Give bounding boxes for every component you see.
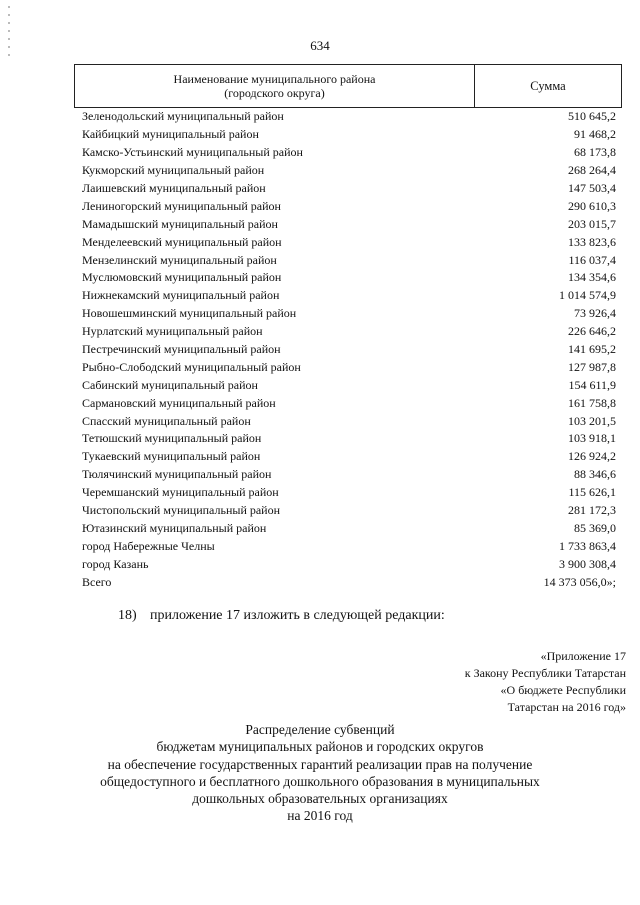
row-sum: 103 918,1	[568, 431, 616, 446]
row-sum: 154 611,9	[568, 377, 616, 392]
appendix-line: «О бюджете Республики	[500, 683, 626, 697]
table-row	[74, 287, 622, 305]
row-sum: 14 373 056,0»;	[543, 574, 616, 589]
table-row	[74, 162, 622, 180]
row-name: Ютазинский муниципальный район	[82, 520, 267, 535]
row-name: Нурлатский муниципальный район	[82, 324, 263, 339]
table-row	[74, 233, 622, 251]
table-row	[74, 466, 622, 484]
header-name-column: Наименование муниципального района (городского округа)	[75, 65, 475, 107]
item-18-paragraph	[118, 608, 445, 624]
table-row	[74, 251, 622, 269]
row-sum: 290 610,3	[568, 198, 616, 213]
table-row	[74, 144, 622, 162]
row-sum: 226 646,2	[568, 324, 616, 339]
row-name: Чистопольский муниципальный район	[82, 503, 281, 518]
row-name: Спасский муниципальный район	[82, 413, 251, 428]
row-name: Зеленодольский муниципальный район	[82, 109, 284, 124]
row-name: Муслюмовский муниципальный район	[82, 270, 282, 285]
table-header	[74, 64, 622, 108]
table-row	[74, 341, 622, 359]
row-name: город Казань	[82, 556, 149, 571]
row-sum: 3 900 308,4	[559, 556, 616, 571]
table-row	[74, 305, 622, 323]
heading-line: бюджетам муниципальных районов и городских округов	[156, 739, 484, 755]
table-row	[74, 555, 622, 573]
row-sum: 134 354,6	[568, 270, 616, 285]
row-name: Пестречинский муниципальный район	[82, 342, 281, 357]
row-sum: 115 626,1	[568, 485, 616, 500]
row-sum: 88 346,6	[574, 467, 616, 482]
row-name: Кайбицкий муниципальный район	[82, 127, 259, 142]
row-name: Новошешминский муниципальный район	[82, 306, 297, 321]
row-sum: 147 503,4	[568, 181, 616, 195]
table-row	[74, 358, 622, 376]
row-sum: 91 468,2	[574, 127, 616, 142]
row-name: Рыбно-Слободский муниципальный район	[82, 359, 301, 374]
table-row	[74, 412, 622, 430]
table-row	[74, 448, 622, 466]
row-sum: 1 733 863,4	[559, 538, 616, 553]
table-row	[74, 215, 622, 233]
row-name: Тетюшский муниципальный район	[82, 431, 262, 446]
appendix-line: Татарстан на 2016 год»	[507, 700, 626, 714]
table-row	[74, 573, 622, 591]
table-row	[74, 108, 622, 126]
row-sum: 268 264,4	[568, 163, 616, 178]
appendix-reference	[465, 648, 626, 716]
page-number: 634	[310, 38, 330, 53]
row-sum: 68 173,8	[574, 145, 616, 160]
row-name: Менделеевский муниципальный район	[82, 234, 282, 249]
header-sum-column: Сумма	[530, 78, 566, 93]
row-sum: 116 037,4	[568, 252, 616, 267]
appendix-line: к Закону Республики Татарстан	[464, 666, 626, 680]
row-name: Кукморский муниципальный район	[82, 163, 265, 178]
row-name: Тюлячинский муниципальный район	[82, 467, 272, 482]
heading-line: Распределение субвенций	[245, 722, 395, 737]
row-name: Черемшанский муниципальный район	[82, 485, 279, 500]
heading-line: общедоступного и бесплатного дошкольного образования в муниципальных	[100, 773, 540, 789]
table-row	[74, 180, 622, 198]
table-row	[74, 126, 622, 144]
row-name: Лаишевский муниципальный район	[82, 181, 266, 195]
table-body	[74, 108, 622, 591]
row-name: Мамадышский муниципальный район	[82, 216, 278, 231]
row-sum: 133 823,6	[568, 234, 616, 249]
table-row	[74, 269, 622, 287]
row-sum: 203 015,7	[568, 216, 616, 231]
table-row	[74, 197, 622, 215]
table-row	[74, 519, 622, 537]
row-sum: 141 695,2	[568, 342, 616, 357]
table-row	[74, 502, 622, 520]
row-name: Сармановский муниципальный район	[82, 395, 276, 410]
subsidy-table	[74, 64, 622, 591]
section-heading	[0, 721, 640, 825]
table-row	[74, 394, 622, 412]
row-sum: 73 926,4	[574, 306, 616, 321]
row-sum: 126 924,2	[568, 449, 616, 464]
heading-line: на обеспечение государственных гарантий реализации прав на получение	[107, 756, 533, 772]
table-row	[74, 323, 622, 341]
row-name: Сабинский муниципальный район	[82, 377, 258, 392]
row-sum: 127 987,8	[568, 359, 616, 374]
row-sum: 103 201,5	[568, 413, 616, 428]
row-sum: 510 645,2	[568, 109, 616, 124]
row-name: Всего	[82, 574, 112, 589]
appendix-line: «Приложение 17	[540, 649, 626, 663]
table-row	[74, 430, 622, 448]
item-text: приложение 17 изложить в следующей редакции:	[150, 608, 445, 623]
row-name: Мензелинский муниципальный район	[82, 252, 277, 267]
row-sum: 161 758,8	[568, 395, 616, 410]
table-row	[74, 376, 622, 394]
row-name: Нижнекамский муниципальный район	[82, 288, 280, 303]
row-name: Камско-Устьинский муниципальный район	[82, 145, 303, 160]
table-row	[74, 537, 622, 555]
item-number: 18)	[118, 608, 137, 623]
heading-line: на 2016 год	[287, 808, 353, 824]
row-name: Лениногорский муниципальный район	[82, 198, 281, 213]
row-name: город Набережные Челны	[82, 538, 215, 553]
table-row	[74, 484, 622, 502]
row-sum: 85 369,0	[574, 520, 616, 535]
row-sum: 281 172,3	[568, 503, 616, 518]
row-name: Тукаевский муниципальный район	[82, 449, 261, 464]
row-sum: 1 014 574,9	[559, 288, 616, 303]
heading-line: дошкольных образовательных организациях	[192, 791, 448, 807]
